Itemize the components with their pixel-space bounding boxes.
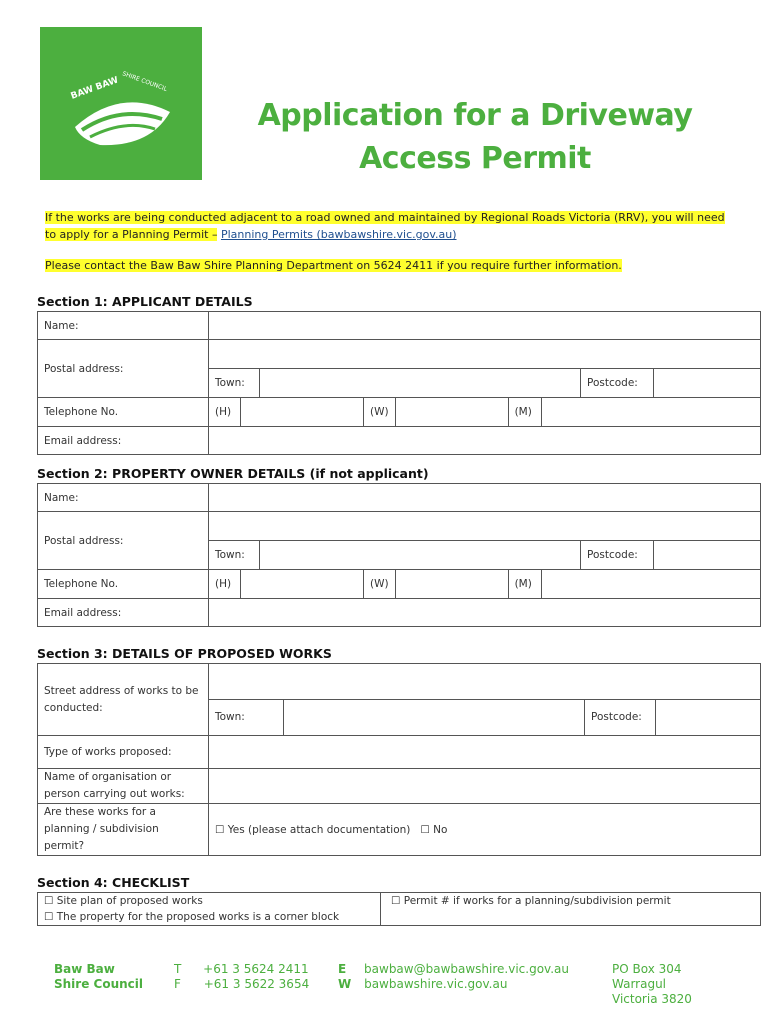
footer-f-value: +61 3 5622 3654 — [203, 977, 310, 991]
footer-t-label: T — [174, 962, 182, 976]
postal-address-field[interactable] — [209, 340, 760, 368]
owner-mobile-phone-label: (M) — [508, 570, 541, 598]
street-address-label: Street address of works to be conducted: — [38, 664, 209, 736]
type-of-works-label: Type of works proposed: — [38, 736, 209, 769]
footer-address — [612, 962, 692, 1007]
footer-contact — [338, 962, 569, 992]
owner-email-label: Email address: — [38, 599, 209, 627]
checklist-table — [37, 892, 761, 926]
footer-phone — [174, 962, 309, 992]
footer-org — [54, 962, 143, 992]
owner-email-field[interactable] — [209, 599, 761, 627]
planning-permits-link[interactable]: Planning Permits (bawbawshire.vic.gov.au) — [220, 228, 457, 241]
logo-word-2: SHIRE COUNCIL — [121, 70, 168, 93]
footer-f-label: F — [174, 977, 181, 991]
work-phone-label: (W) — [364, 398, 396, 426]
footer-t-value: +61 3 5624 2411 — [203, 962, 309, 976]
property-owner-table — [37, 483, 761, 627]
name-field[interactable] — [209, 312, 761, 340]
mobile-phone-label: (M) — [508, 398, 541, 426]
home-phone-field[interactable] — [241, 398, 364, 426]
page-title-line-2: Access Permit — [359, 141, 591, 176]
works-town-field[interactable] — [284, 699, 585, 735]
owner-work-phone-label: (W) — [364, 570, 396, 598]
footer-org-line-2: Shire Council — [54, 977, 144, 991]
owner-work-phone-field[interactable] — [395, 570, 508, 598]
postcode-field[interactable] — [654, 368, 761, 397]
page-title-line-1: Application for a Driveway — [257, 98, 693, 133]
works-postcode-field[interactable] — [656, 699, 761, 735]
footer-w-label: W — [338, 977, 352, 991]
footer-email[interactable]: bawbaw@bawbawshire.vic.gov.au — [364, 962, 569, 976]
permit-question-label: Are these works for a planning / subdivision permit? — [38, 804, 209, 856]
organisation-label: Name of organisation or person carrying out works: — [38, 769, 209, 804]
footer-address-line-1: PO Box 304 — [612, 962, 682, 976]
footer-org-line-1: Baw Baw — [54, 962, 115, 976]
owner-telephone-label: Telephone No. — [38, 570, 209, 599]
mobile-phone-field[interactable] — [541, 398, 760, 426]
section-1-heading: Section 1: APPLICANT DETAILS — [37, 294, 253, 309]
checklist-permit-number[interactable]: ☐ Permit # if works for a planning/subdivision permit — [381, 893, 761, 909]
section-2-heading: Section 2: PROPERTY OWNER DETAILS (if not applicant) — [37, 466, 429, 481]
proposed-works-table — [37, 663, 761, 856]
owner-town-label: Town: — [209, 540, 260, 569]
permit-no-checkbox[interactable]: ☐ No — [420, 823, 448, 836]
applicant-details-table — [37, 311, 761, 455]
owner-postcode-label: Postcode: — [581, 540, 654, 569]
footer-website[interactable]: bawbawshire.vic.gov.au — [364, 977, 508, 991]
footer-address-line-2: Warragul — [612, 977, 667, 991]
footer-e-label: E — [338, 962, 347, 976]
organisation-field[interactable] — [209, 769, 761, 804]
footer-address-line-3: Victoria 3820 — [612, 992, 692, 1006]
type-of-works-field[interactable] — [209, 736, 761, 769]
work-phone-field[interactable] — [395, 398, 508, 426]
name-label: Name: — [38, 312, 209, 340]
owner-home-phone-field[interactable] — [241, 570, 364, 598]
section-3-heading: Section 3: DETAILS OF PROPOSED WORKS — [37, 646, 332, 661]
works-town-label: Town: — [209, 699, 284, 735]
section-4-heading: Section 4: CHECKLIST — [37, 875, 190, 890]
checklist-corner-block[interactable]: ☐ The property for the proposed works is a corner block — [38, 909, 381, 926]
logo-word-1: BAW BAW — [69, 75, 120, 102]
owner-postal-label: Postal address: — [38, 512, 209, 570]
works-postcode-label: Postcode: — [585, 699, 656, 735]
home-phone-label: (H) — [209, 398, 241, 426]
town-label: Town: — [209, 368, 260, 397]
checklist-site-plan[interactable]: ☐ Site plan of proposed works — [38, 893, 381, 909]
street-address-field[interactable] — [209, 664, 760, 699]
owner-name-field[interactable] — [209, 484, 761, 512]
owner-postal-field[interactable] — [209, 512, 760, 540]
contact-note — [45, 257, 735, 274]
postcode-label: Postcode: — [581, 368, 654, 397]
email-field[interactable] — [209, 427, 761, 455]
postal-address-label: Postal address: — [38, 340, 209, 398]
owner-name-label: Name: — [38, 484, 209, 512]
council-logo — [40, 27, 202, 180]
email-label: Email address: — [38, 427, 209, 455]
contact-note-text: Please contact the Baw Baw Shire Planning Department on 5624 2411 if you require further information. — [45, 259, 622, 272]
owner-postcode-field[interactable] — [654, 540, 761, 569]
owner-mobile-phone-field[interactable] — [541, 570, 760, 598]
rrv-note — [45, 209, 735, 243]
telephone-label: Telephone No. — [38, 398, 209, 427]
owner-home-phone-label: (H) — [209, 570, 241, 598]
rrv-note-text: If the works are being conducted adjacent to a road owned and maintained by Regional Roads Victoria (RRV), you will need to apply for a Planning Permit – — [45, 211, 725, 241]
town-field[interactable] — [260, 368, 581, 397]
owner-town-field[interactable] — [260, 540, 581, 569]
permit-yes-checkbox[interactable]: ☐ Yes (please attach documentation) — [215, 823, 411, 836]
